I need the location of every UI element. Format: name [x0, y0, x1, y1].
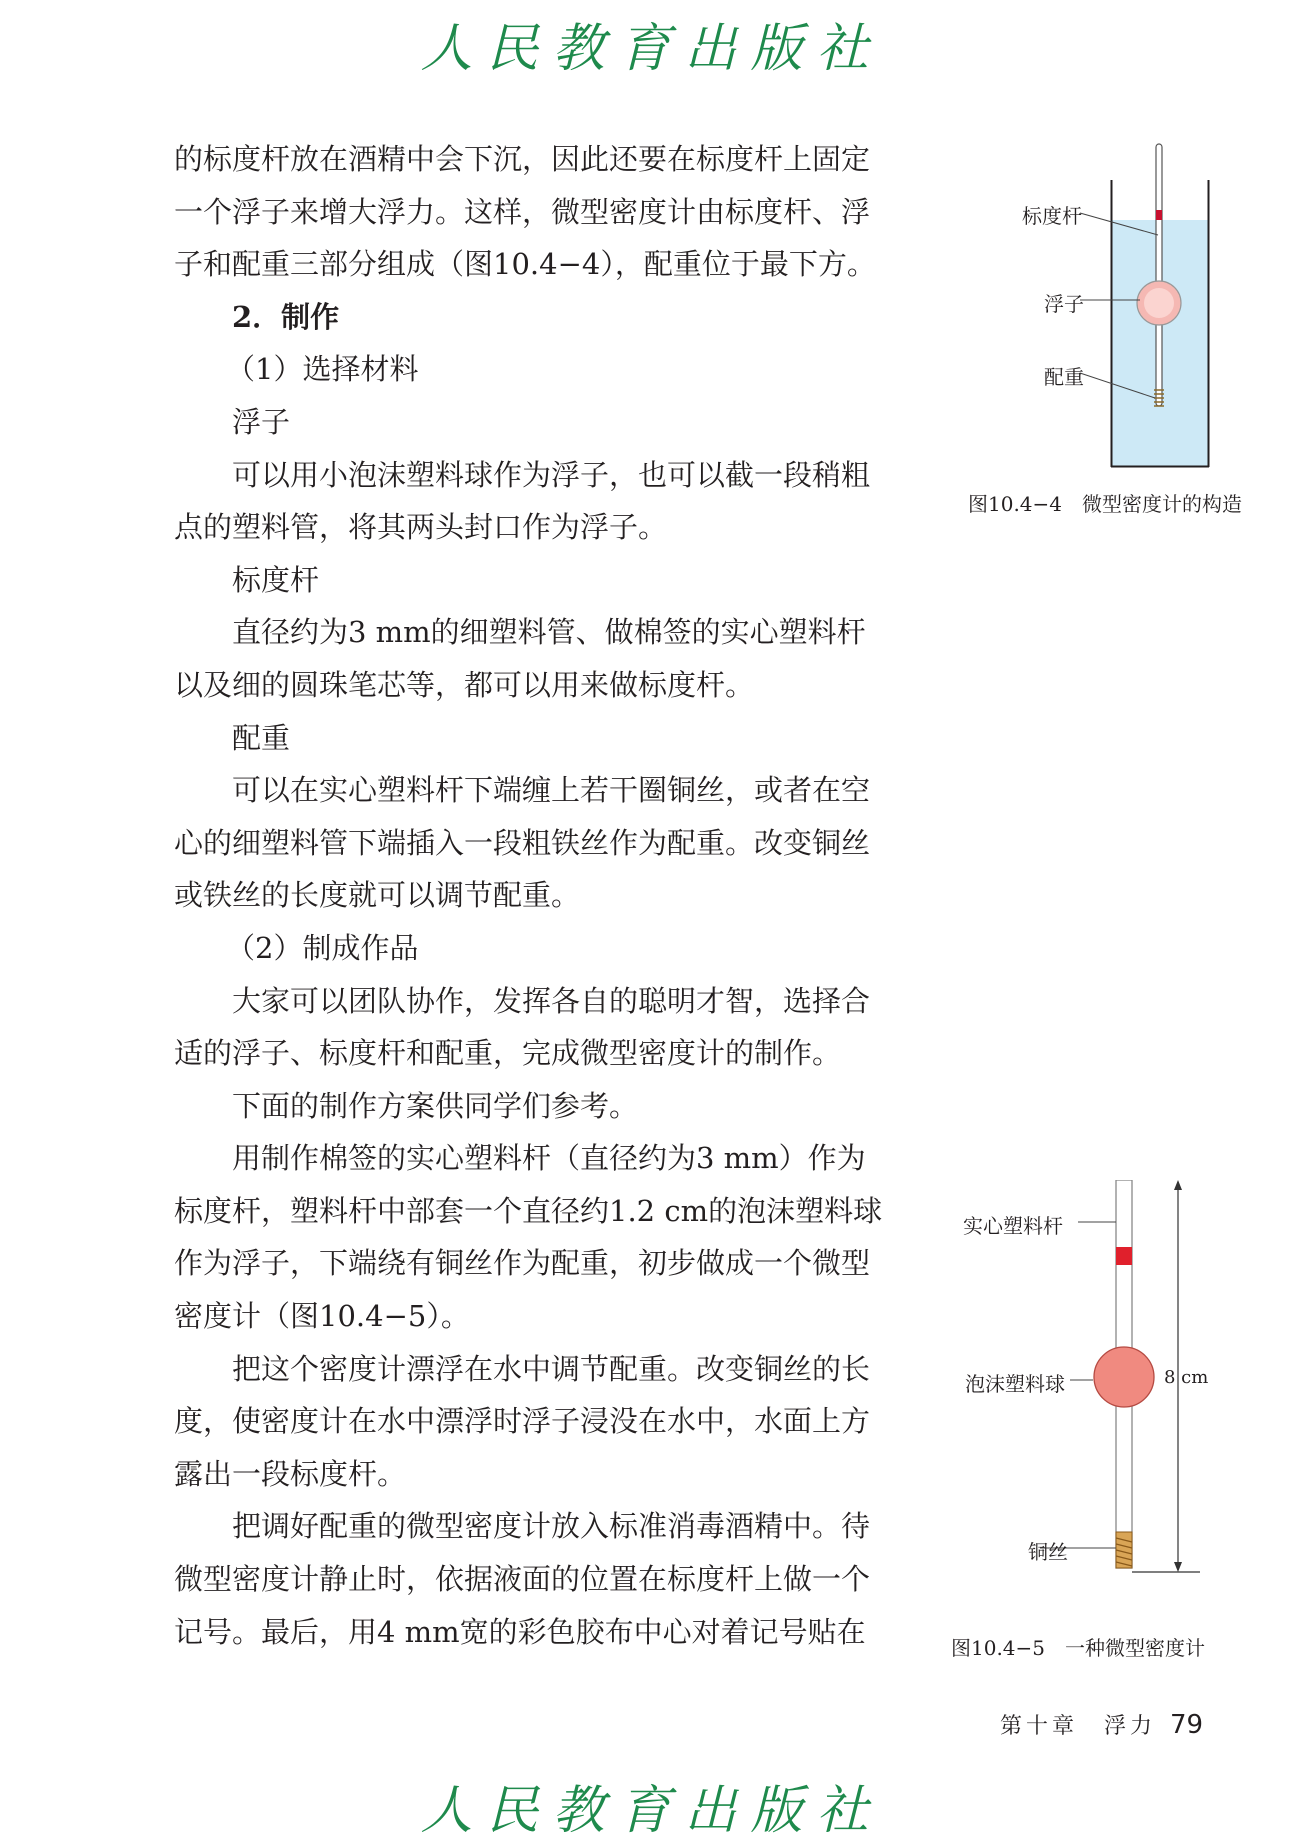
label-foam-ball: 泡沫塑料球: [965, 1372, 1065, 1396]
chapter-title: 第十章 浮力: [1000, 1714, 1157, 1739]
paragraph-line: 的标度杆放在酒精中会下沉，因此还要在标度杆上固定: [174, 142, 871, 176]
paragraph-line: 把这个密度计漂浮在水中调节配重。改变铜丝的长: [232, 1351, 871, 1386]
dimension-label: 8 cm: [1164, 1367, 1209, 1388]
dimension-arrow-bottom: [1174, 1562, 1182, 1572]
item-heading: 标度杆: [232, 562, 320, 597]
leader-weight: [1080, 373, 1155, 398]
paragraph-line: 下面的制作方案供同学们参考。: [232, 1088, 639, 1123]
paragraph-line: 可以用小泡沫塑料球作为浮子，也可以截一段稍粗: [232, 457, 871, 492]
paragraph-line: 子和配重三部分组成（图10.4−4），配重位于最下方。: [174, 247, 876, 282]
label-weight: 配重: [1044, 365, 1084, 389]
body-text: [174, 133, 904, 1658]
paragraph-line: 点的塑料管，将其两头封口作为浮子。: [174, 510, 668, 545]
paragraph-line: 记号。最后，用4 mm宽的彩色胶布中心对着记号贴在: [174, 1614, 866, 1649]
label-plastic-rod: 实心塑料杆: [963, 1214, 1063, 1238]
publisher-watermark-bottom: 人民教育出版社: [420, 1781, 883, 1841]
page-footer: [1000, 1709, 1203, 1740]
label-scale-rod: 标度杆: [1022, 204, 1082, 228]
figure1-caption: 图10.4−4 微型密度计的构造: [968, 492, 1243, 516]
paragraph-line: 用制作棉签的实心塑料杆（直径约为3 mm）作为: [232, 1141, 866, 1176]
paragraph-line: 度，使密度计在水中漂浮时浮子浸没在水中，水面上方: [174, 1404, 871, 1439]
paragraph-line: 标度杆，塑料杆中部套一个直径约1.2 cm的泡沫塑料球: [174, 1193, 883, 1228]
paragraph-line: 作为浮子，下端绕有铜丝作为配重，初步做成一个微型: [174, 1246, 871, 1281]
dimension-arrow-top: [1174, 1180, 1182, 1190]
paragraph-line: 大家可以团队协作，发挥各自的聪明才智，选择合: [232, 983, 871, 1018]
paragraph-line: 微型密度计静止时，依据液面的位置在标度杆上做一个: [174, 1562, 871, 1597]
subsection-heading: （1）选择材料: [226, 352, 419, 387]
label-float: 浮子: [1044, 292, 1084, 316]
paragraph-line: 心的细塑料管下端插入一段粗铁丝作为配重。改变铜丝: [174, 825, 871, 860]
paragraph-line: 适的浮子、标度杆和配重，完成微型密度计的制作。: [174, 1036, 842, 1071]
paragraph-line: 以及细的圆珠笔芯等，都可以用来做标度杆。: [174, 667, 755, 702]
paragraph-line: 露出一段标度杆。: [174, 1456, 407, 1491]
paragraph-line: 密度计（图10.4−5）。: [174, 1299, 470, 1334]
label-copper-wire: 铜丝: [1028, 1540, 1068, 1564]
paragraph-line: 把调好配重的微型密度计放入标准消毒酒精中。待: [232, 1509, 871, 1544]
figure2-caption: 图10.4−5 一种微型密度计: [951, 1636, 1206, 1660]
subsection-heading: （2）制成作品: [226, 930, 419, 965]
item-heading: 浮子: [232, 404, 291, 439]
paragraph-line: 或铁丝的长度就可以调节配重。: [174, 878, 581, 913]
section-heading: 2．制作: [232, 299, 340, 334]
paragraph-line: 直径约为3 mm的细塑料管、做棉签的实心塑料杆: [232, 615, 866, 650]
publisher-watermark-top: 人民教育出版社: [420, 19, 883, 79]
leader-rod: [1080, 213, 1158, 235]
page-number: 79: [1170, 1710, 1204, 1740]
item-heading: 配重: [232, 720, 291, 755]
paragraph-line: 可以在实心塑料杆下端缠上若干圈铜丝，或者在空: [232, 773, 871, 808]
paragraph-line: 一个浮子来增大浮力。这样，微型密度计由标度杆、浮: [174, 194, 871, 229]
